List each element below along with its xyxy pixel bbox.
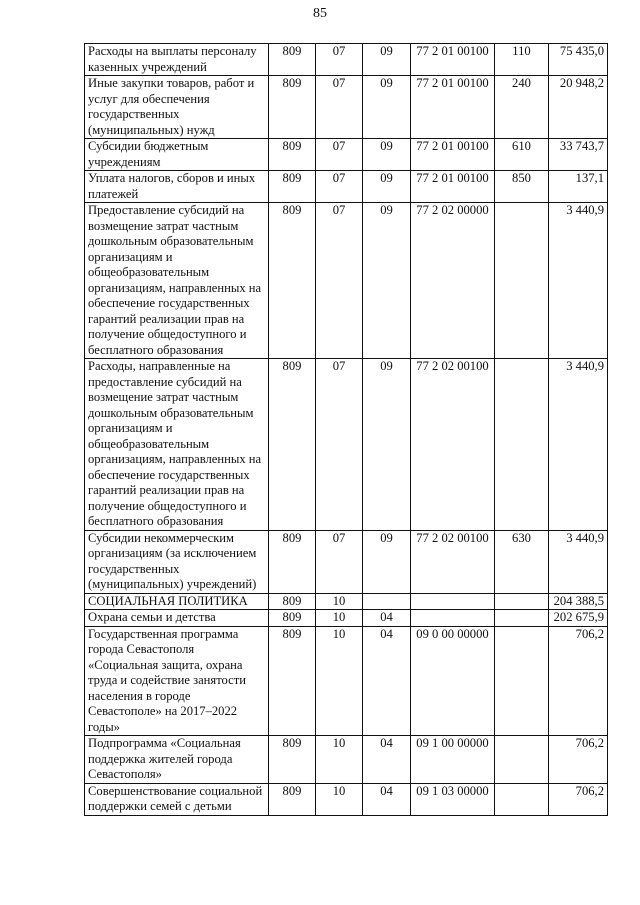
amount-cell: 3 440,9 <box>549 530 608 593</box>
row-name <box>85 530 269 593</box>
amount-cell: 706,2 <box>549 783 608 815</box>
target-article-code: 77 2 02 00100 <box>411 530 495 593</box>
expense-type-code <box>495 593 549 610</box>
row-name <box>85 783 269 815</box>
target-article-code: 77 2 02 00000 <box>411 203 495 359</box>
row-name-text: Субсидии бюджетным учреждениям <box>88 139 209 169</box>
ministry-code: 809 <box>269 783 316 815</box>
row-name-text: СОЦИАЛЬНАЯ ПОЛИТИКА <box>88 593 248 608</box>
target-article-code: 77 2 01 00100 <box>411 44 495 76</box>
expense-type-code <box>495 203 549 359</box>
expense-type-code: 110 <box>495 44 549 76</box>
ministry-code: 809 <box>269 610 316 627</box>
amount-cell: 706,2 <box>549 626 608 736</box>
target-article-code: 77 2 01 00100 <box>411 139 495 171</box>
ministry-code: 809 <box>269 736 316 784</box>
ministry-code: 809 <box>269 44 316 76</box>
ministry-code: 809 <box>269 626 316 736</box>
table-row <box>85 530 608 593</box>
row-name-text: Иные закупки товаров, работ и услуг для обеспечения государственных (муниципальных) нужд <box>88 76 255 137</box>
row-name <box>85 626 269 736</box>
subsection-code: 09 <box>363 530 411 593</box>
subsection-code: 09 <box>363 203 411 359</box>
target-article-code: 09 1 00 00000 <box>411 736 495 784</box>
budget-table <box>84 43 608 816</box>
row-name-text: Государственная программа города Севастополя «Социальная защита, охрана труда и содействие занятости населения в городе Севастополе» на 2017–2022 годы» <box>88 626 246 734</box>
ministry-code: 809 <box>269 139 316 171</box>
budget-table-body <box>85 44 608 816</box>
expense-type-code <box>495 736 549 784</box>
amount-cell: 20 948,2 <box>549 76 608 139</box>
row-name-text: Охрана семьи и детства <box>88 610 216 624</box>
subsection-code: 04 <box>363 610 411 627</box>
row-name-text: Расходы, направленные на предоставление субсидий на возмещение затрат частным дошкольным образовательным организациям и общеобразовательным организациям, направленных на обеспечение государственных гарантий реализации прав на получение общедоступного и бесплатного образования <box>88 359 262 528</box>
section-code: 07 <box>316 359 363 531</box>
table-row <box>85 76 608 139</box>
ministry-code: 809 <box>269 203 316 359</box>
row-name-text: Подпрограмма «Социальная поддержка жителей города Севастополя» <box>88 736 241 781</box>
expense-type-code <box>495 626 549 736</box>
table-row <box>85 44 608 76</box>
table-row <box>85 171 608 203</box>
section-code: 10 <box>316 593 363 610</box>
target-article-code: 09 1 03 00000 <box>411 783 495 815</box>
table-row <box>85 359 608 531</box>
subsection-code: 04 <box>363 736 411 784</box>
section-code: 10 <box>316 610 363 627</box>
amount-cell: 3 440,9 <box>549 203 608 359</box>
target-article-code: 09 0 00 00000 <box>411 626 495 736</box>
target-article-code: 77 2 01 00100 <box>411 76 495 139</box>
expense-type-code: 850 <box>495 171 549 203</box>
amount-cell: 706,2 <box>549 736 608 784</box>
row-name <box>85 44 269 76</box>
section-code: 10 <box>316 783 363 815</box>
row-name <box>85 171 269 203</box>
subsection-code: 09 <box>363 76 411 139</box>
row-name <box>85 610 269 627</box>
amount-cell: 3 440,9 <box>549 359 608 531</box>
page-number: 85 <box>313 6 327 21</box>
expense-type-code <box>495 783 549 815</box>
section-code: 07 <box>316 139 363 171</box>
amount-cell: 33 743,7 <box>549 139 608 171</box>
ministry-code: 809 <box>269 593 316 610</box>
table-row <box>85 610 608 627</box>
section-code: 10 <box>316 736 363 784</box>
row-name-text: Уплата налогов, сборов и иных платежей <box>88 171 256 201</box>
table-row <box>85 593 608 610</box>
table-row <box>85 736 608 784</box>
row-name-text: Предоставление субсидий на возмещение затрат частным дошкольным образовательным организациям и общеобразовательным организациям, направленных на обеспечение государственных гарантий реализации прав на получение общедоступного и бесплатного образования <box>88 203 262 357</box>
table-row <box>85 626 608 736</box>
section-code: 07 <box>316 171 363 203</box>
expense-type-code: 240 <box>495 76 549 139</box>
expense-type-code: 610 <box>495 139 549 171</box>
target-article-code <box>411 593 495 610</box>
expense-type-code: 630 <box>495 530 549 593</box>
target-article-code: 77 2 01 00100 <box>411 171 495 203</box>
section-code: 07 <box>316 76 363 139</box>
ministry-code: 809 <box>269 359 316 531</box>
row-name <box>85 593 269 610</box>
table-row <box>85 783 608 815</box>
table-row <box>85 139 608 171</box>
row-name-text: Расходы на выплаты персоналу казенных учреждений <box>88 44 257 74</box>
row-name <box>85 359 269 531</box>
subsection-code: 09 <box>363 44 411 76</box>
subsection-code: 09 <box>363 359 411 531</box>
expense-type-code <box>495 610 549 627</box>
subsection-code: 09 <box>363 139 411 171</box>
section-code: 07 <box>316 44 363 76</box>
row-name <box>85 76 269 139</box>
target-article-code <box>411 610 495 627</box>
section-code: 10 <box>316 626 363 736</box>
amount-cell: 137,1 <box>549 171 608 203</box>
subsection-code: 04 <box>363 626 411 736</box>
ministry-code: 809 <box>269 530 316 593</box>
row-name <box>85 139 269 171</box>
row-name-text: Субсидии некоммерческим организациям (за исключением государственных (муниципальных) учреждений) <box>88 530 257 591</box>
amount-cell: 202 675,9 <box>549 610 608 627</box>
row-name-text: Совершенствование социальной поддержки семей с детьми <box>88 783 263 813</box>
subsection-code <box>363 593 411 610</box>
row-name <box>85 203 269 359</box>
target-article-code: 77 2 02 00100 <box>411 359 495 531</box>
amount-cell: 204 388,5 <box>549 593 608 610</box>
amount-cell: 75 435,0 <box>549 44 608 76</box>
subsection-code: 09 <box>363 171 411 203</box>
section-code: 07 <box>316 203 363 359</box>
section-code: 07 <box>316 530 363 593</box>
subsection-code: 04 <box>363 783 411 815</box>
row-name <box>85 736 269 784</box>
ministry-code: 809 <box>269 76 316 139</box>
expense-type-code <box>495 359 549 531</box>
ministry-code: 809 <box>269 171 316 203</box>
table-row <box>85 203 608 359</box>
